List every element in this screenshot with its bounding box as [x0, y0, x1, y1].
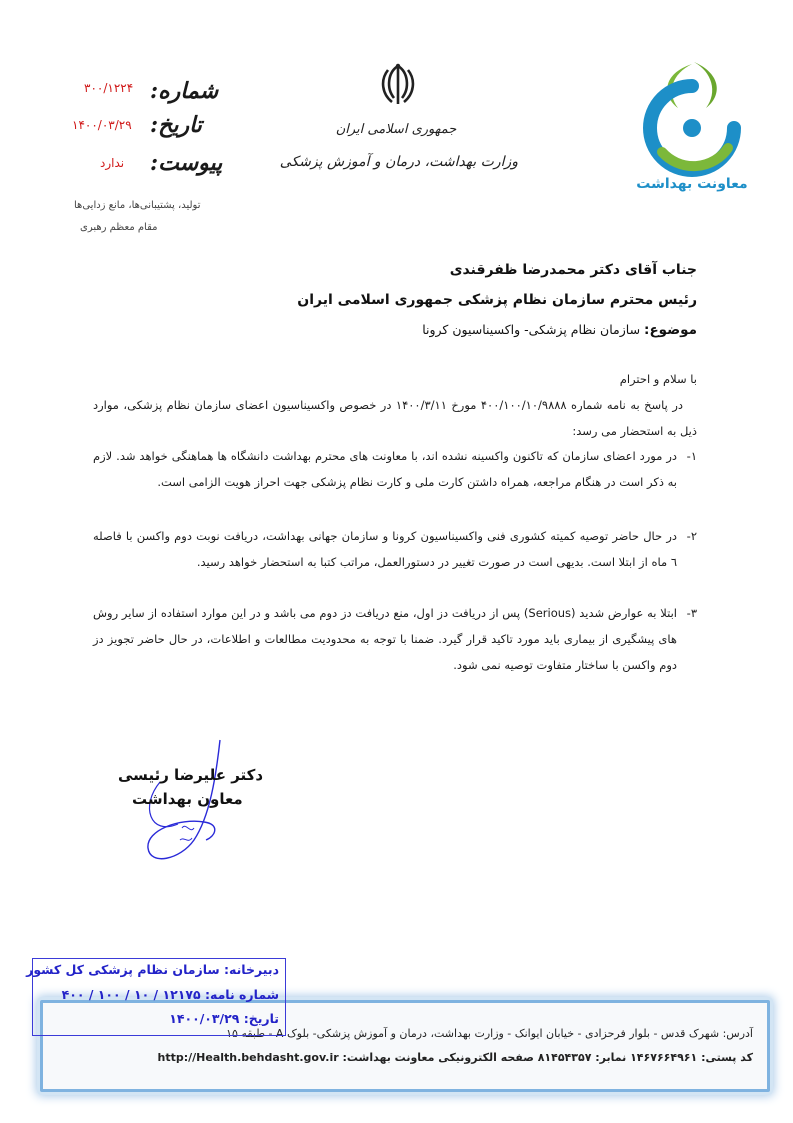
signatory-title: معاون بهداشت — [132, 790, 243, 808]
number-value: ۳۰۰/۱۲۲۴ — [84, 81, 134, 95]
list-item — [93, 600, 697, 678]
motto-line2: مقام معظم رهبری — [80, 222, 158, 233]
number-label: شماره: — [150, 78, 219, 104]
addressee-name: جناب آقای دکتر محمدرضا ظفرقندی — [449, 262, 697, 278]
signatory-name: دکتر علیرضا رئیسی — [118, 766, 264, 784]
list-item — [93, 523, 697, 575]
item-number: ۳- — [686, 606, 697, 620]
attachment-label: پیوست: — [150, 150, 223, 176]
secretariat-stamp — [26, 958, 286, 1036]
addressee-title: رئیس محترم سازمان نظام پزشکی جمهوری اسلامی ایران — [297, 292, 697, 308]
subject-row — [422, 322, 697, 338]
iran-emblem-icon — [378, 62, 418, 106]
footer-contact: کد پستی: ۱۴۶۷۶۶۴۹۶۱ نمابر: ۸۱۴۵۴۳۵۷ صفحه الکترونیکی معاونت بهداشت: http://Health.behdasht.gov.ir — [157, 1051, 753, 1064]
subject-label: موضوع: — [644, 322, 697, 338]
attachment-value: ندارد — [100, 156, 125, 170]
greeting: با سلام و احترام — [619, 372, 697, 386]
intro-text: در پاسخ به نامه شماره ۴۰۰/۱۰۰/۱۰/۹۸۸۸ مورخ ۱۴۰۰/۳/۱۱ در خصوص واکسیناسیون اعضای سازمان نظام پزشکی، موارد ذیل به استحضار می رسد: — [93, 398, 697, 438]
stamp-date: تاریخ: ۱۴۰۰/۰۳/۲۹ — [169, 1011, 279, 1026]
item-text: در مورد اعضای سازمان که تاکنون واکسینه نشده اند، با معاونت های محترم بهداشت دانشگاه ها هماهنگی خواهد شد. لازم به ذکر است در هنگام مراجعه، همراه داشتن کارت ملی و کارت نظام پزشکی جهت احراز هویت الزامی است. — [93, 449, 677, 489]
date-value: ۱۴۰۰/۰۳/۲۹ — [72, 118, 132, 132]
item-number: ۱- — [686, 449, 697, 463]
stamp-letter-number: شماره نامه: ۱۲۱۷۵ / ۱۰ / ۱۰۰ / ۴۰۰ — [61, 987, 279, 1002]
item-number: ۲- — [686, 529, 697, 543]
item-text: ابتلا به عوارض شدید (Serious) پس از دریافت دز اول، منع دریافت دز دوم می باشد و در این موارد استفاده از سایر روش های پیشگیری از بیماری باید مورد تاکید قرار گیرد. ضمنا با توجه به محدودیت مطالعات و اطلاعات، در حال حاضر تجویز دز دوم واکسن با ساختار متفاوت توصیه نمی شود. — [93, 606, 677, 672]
footer-address: آدرس: شهرک قدس - بلوار فرحزادی - خیابان ایوانک - وزارت بهداشت، درمان و آموزش پزشکی- بلوک A - طبقه ۱۵ — [226, 1027, 753, 1040]
ministry-line2: وزارت بهداشت، درمان و آموزش پزشکی — [279, 154, 518, 170]
date-label: تاریخ: — [150, 112, 202, 138]
ministry-line1: جمهوری اسلامی ایران — [335, 122, 457, 137]
health-deputy-logo-mark — [632, 52, 752, 182]
motto-line1: تولید، پشتیبانی‌ها، مانع زدایی‌ها — [74, 200, 201, 211]
health-deputy-logo — [632, 52, 752, 202]
stamp-secretariat: دبیرخانه: سازمان نظام پزشکی کل کشور — [26, 962, 279, 977]
subject-text: سازمان نظام پزشکی- واکسیناسیون کرونا — [422, 322, 645, 337]
national-emblem — [378, 62, 418, 106]
item-text: در حال حاضر توصیه کمیته کشوری فنی واکسیناسیون کرونا و سازمان جهانی بهداشت، دریافت نوبت دوم واکسن با فاصله ٦ ماه از ابتلا است. بدیهی است در صورت تغییر در دستورالعمل، مراتب کتبا به استحضار خواهد رسید. — [93, 529, 677, 569]
list-item — [93, 443, 697, 495]
intro-paragraph — [93, 392, 697, 444]
logo-caption: معاونت بهداشت — [636, 176, 748, 192]
